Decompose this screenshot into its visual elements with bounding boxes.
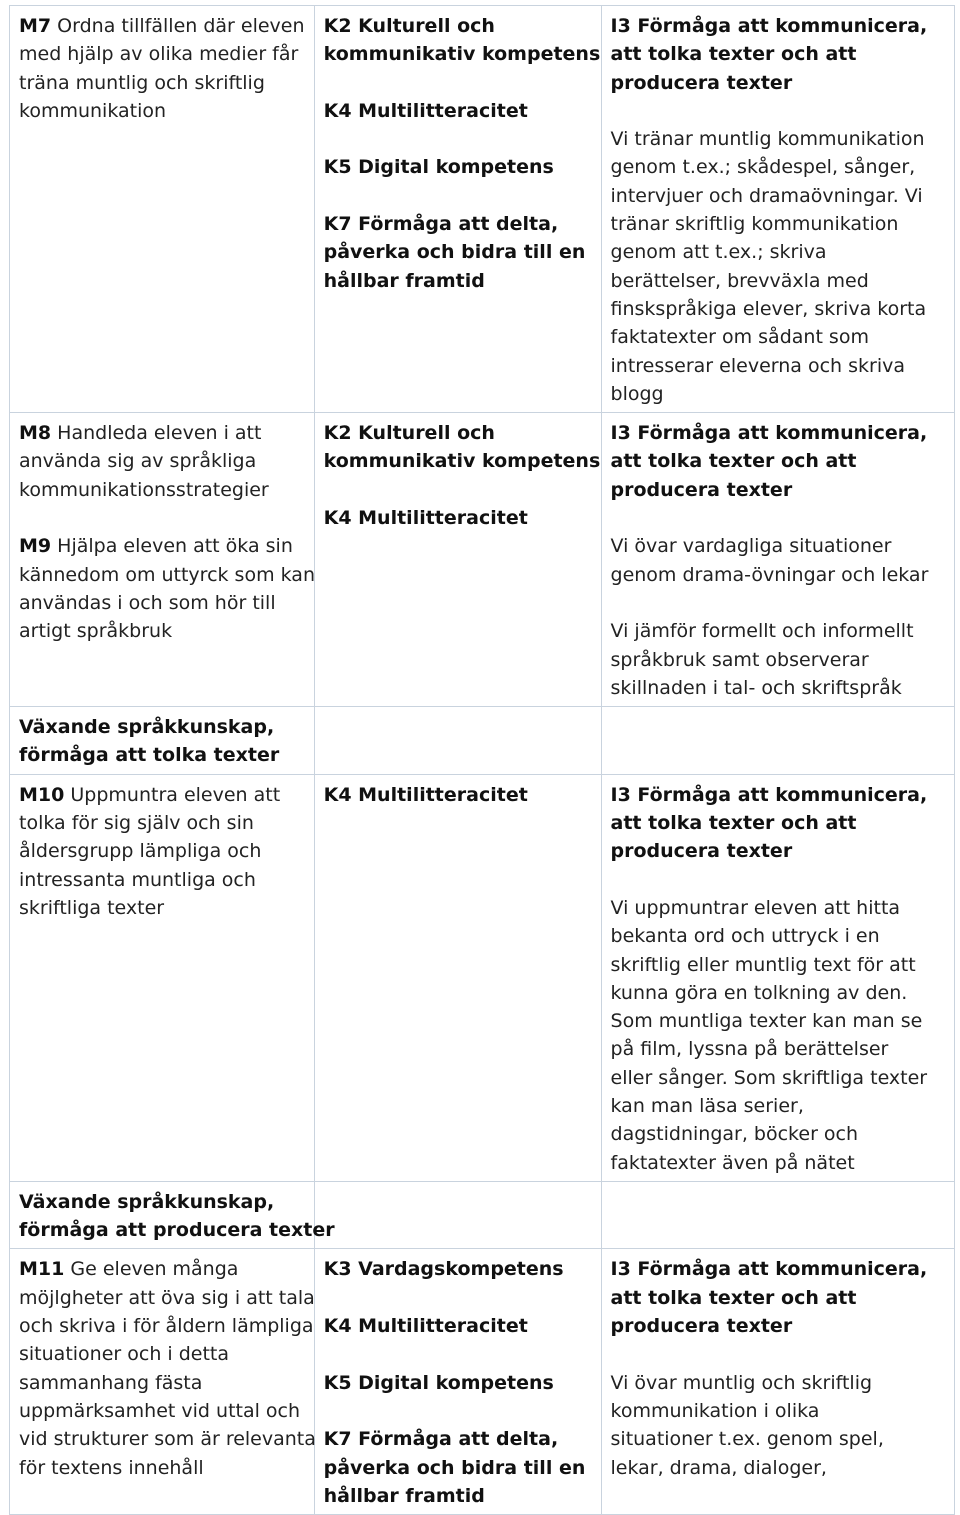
- goal-text: Ordna tillfällen där eleven: [51, 15, 305, 37]
- goal-text: användas i och som hör till: [19, 591, 276, 614]
- table-row: [10, 413, 955, 707]
- goal-text: Hjälpa eleven att öka sin: [51, 535, 293, 558]
- empty-cell: [314, 707, 601, 775]
- description-text: faktatexter även på nätet: [610, 1151, 855, 1174]
- description-text: kommunikation i olika: [610, 1399, 820, 1422]
- goal-code: M11: [19, 1258, 65, 1281]
- ability-label: producera texter: [610, 71, 793, 94]
- empty-cell: [314, 1181, 601, 1249]
- section-heading: förmåga att tolka texter: [19, 744, 280, 767]
- description-text: Vi övar vardagliga situationer: [610, 535, 892, 558]
- goal-text: Uppmuntra eleven att: [64, 783, 281, 806]
- table-row: [10, 1249, 955, 1515]
- description-text: skriftlig eller muntlig text för att: [610, 953, 916, 976]
- goal-cell: [10, 1249, 315, 1515]
- description-text: situationer t.ex. genom spel,: [610, 1428, 884, 1451]
- ability-label: att tolka texter och att: [610, 450, 857, 473]
- description-text: Som muntliga texter kan man se: [610, 1010, 923, 1033]
- description-text: språkbruk samt observerar: [610, 648, 869, 671]
- ability-label: I3 Förmåga att kommunicera,: [610, 15, 928, 37]
- goal-code: M7: [19, 15, 52, 37]
- goal-cell: [10, 413, 315, 707]
- competence-label: K3 Vardagskompetens: [323, 1258, 564, 1281]
- competence-label: påverka och bidra till en: [323, 1456, 586, 1479]
- goal-text: kännedom om uttyrck som kan: [19, 563, 315, 586]
- competence-label: K7 Förmåga att delta,: [323, 213, 559, 236]
- description-cell: [601, 1249, 954, 1515]
- ability-label: att tolka texter och att: [610, 43, 857, 66]
- goal-text: vid strukturer som är relevanta: [19, 1428, 316, 1451]
- ability-label: att tolka texter och att: [610, 812, 857, 835]
- description-text: på film, lyssna på berättelser: [610, 1038, 889, 1061]
- goal-text: använda sig av språkliga: [19, 450, 257, 473]
- description-text: tränar skriftlig kommunikation: [610, 213, 899, 236]
- goal-text: träna muntlig och skriftlig: [19, 71, 265, 94]
- section-heading-cell: [10, 1181, 335, 1249]
- goal-text: uppmärksamhet vid uttal och: [19, 1399, 301, 1422]
- section-heading: Växande språkkunskap,: [19, 1190, 275, 1213]
- ability-label: att tolka texter och att: [610, 1286, 857, 1309]
- description-text: Vi uppmuntrar eleven att hitta: [610, 896, 901, 919]
- description-text: berättelser, brevväxla med: [610, 269, 869, 292]
- competence-cell: [314, 774, 601, 1181]
- table-row: [10, 707, 955, 775]
- empty-cell: [601, 707, 954, 775]
- competence-label: K2 Kulturell och: [323, 15, 495, 37]
- section-heading: Växande språkkunskap,: [19, 716, 275, 739]
- competence-cell: [314, 1249, 601, 1515]
- goal-text: situationer och i detta: [19, 1343, 230, 1366]
- competence-label: K4 Multilitteracitet: [323, 1315, 528, 1338]
- competence-cell: [314, 6, 601, 413]
- competence-cell: [314, 413, 601, 707]
- goal-code: M9: [19, 535, 52, 558]
- description-text: kan man läsa serier,: [610, 1094, 804, 1117]
- section-heading: förmåga att producera texter: [19, 1219, 335, 1242]
- ability-label: I3 Förmåga att kommunicera,: [610, 422, 928, 445]
- description-text: Vi tränar muntlig kommunikation: [610, 128, 925, 151]
- description-text: lekar, drama, dialoger,: [610, 1456, 827, 1479]
- goal-cell: [10, 774, 315, 1181]
- empty-cell: [601, 1181, 954, 1249]
- goal-cell: [10, 6, 315, 413]
- description-cell: [601, 413, 954, 707]
- goal-text: möjlgheter att öva sig i att tala: [19, 1286, 315, 1309]
- description-text: dagstidningar, böcker och: [610, 1123, 859, 1146]
- description-text: blogg: [610, 382, 664, 405]
- ability-label: producera texter: [610, 840, 793, 863]
- goal-text: kommunikation: [19, 99, 167, 122]
- competence-label: K4 Multilitteracitet: [323, 783, 528, 806]
- goal-text: skriftliga texter: [19, 896, 165, 919]
- description-text: genom t.ex.; skådespel, sånger,: [610, 156, 916, 179]
- competence-label: kommunikativ kompetens: [323, 43, 601, 66]
- description-text: kunna göra en tolkning av den.: [610, 981, 908, 1004]
- goal-text: intressanta muntliga och: [19, 868, 256, 891]
- goal-text: sammanhang fästa: [19, 1371, 203, 1394]
- table-row: [10, 1181, 955, 1249]
- competence-label: K2 Kulturell och: [323, 422, 495, 445]
- table-body: [10, 6, 955, 1515]
- goal-text: tolka för sig själv och sin: [19, 812, 254, 835]
- ability-label: I3 Förmåga att kommunicera,: [610, 1258, 928, 1281]
- competence-label: påverka och bidra till en: [323, 241, 586, 264]
- competence-label: K4 Multilitteracitet: [323, 99, 528, 122]
- section-heading-cell: [10, 707, 315, 775]
- competence-label: hållbar framtid: [323, 269, 485, 292]
- goal-text: Handleda eleven i att: [51, 422, 262, 445]
- goal-text: Ge eleven många: [64, 1258, 239, 1281]
- competence-label: K5 Digital kompetens: [323, 156, 554, 179]
- description-text: skillnaden i tal- och skriftspråk: [610, 676, 902, 699]
- goal-code: M8: [19, 422, 52, 445]
- goal-text: åldersgrupp lämpliga och: [19, 840, 262, 863]
- curriculum-table: [9, 5, 955, 1515]
- description-text: eller sånger. Som skriftliga texter: [610, 1066, 928, 1089]
- table-row: [10, 774, 955, 1181]
- description-cell: [601, 774, 954, 1181]
- description-text: genom att t.ex.; skriva: [610, 241, 827, 264]
- description-text: intervjuer och dramaövningar. Vi: [610, 184, 923, 207]
- table-row: [10, 6, 955, 413]
- competence-label: hållbar framtid: [323, 1484, 485, 1507]
- competence-label: kommunikativ kompetens: [323, 450, 601, 473]
- competence-label: K5 Digital kompetens: [323, 1371, 554, 1394]
- competence-label: K4 Multilitteracitet: [323, 507, 528, 530]
- goal-text: med hjälp av olika medier får: [19, 43, 299, 66]
- description-text: Vi jämför formellt och informellt: [610, 620, 914, 643]
- goal-text: kommunikationsstrategier: [19, 478, 269, 501]
- description-text: Vi övar muntlig och skriftlig: [610, 1371, 873, 1394]
- description-text: finskspråkiga elever, skriva korta: [610, 297, 927, 320]
- description-text: bekanta ord och uttryck i en: [610, 925, 880, 948]
- goal-text: för textens innehåll: [19, 1456, 204, 1479]
- description-text: genom drama-övningar och lekar: [610, 563, 929, 586]
- description-cell: [601, 6, 954, 413]
- goal-text: och skriva i för åldern lämpliga: [19, 1315, 314, 1338]
- ability-label: producera texter: [610, 478, 793, 501]
- goal-text: artigt språkbruk: [19, 620, 173, 643]
- description-text: intresserar eleverna och skriva: [610, 354, 905, 377]
- competence-label: K7 Förmåga att delta,: [323, 1428, 559, 1451]
- description-text: faktatexter om sådant som: [610, 326, 869, 349]
- goal-code: M10: [19, 783, 65, 806]
- ability-label: I3 Förmåga att kommunicera,: [610, 783, 928, 806]
- ability-label: producera texter: [610, 1315, 793, 1338]
